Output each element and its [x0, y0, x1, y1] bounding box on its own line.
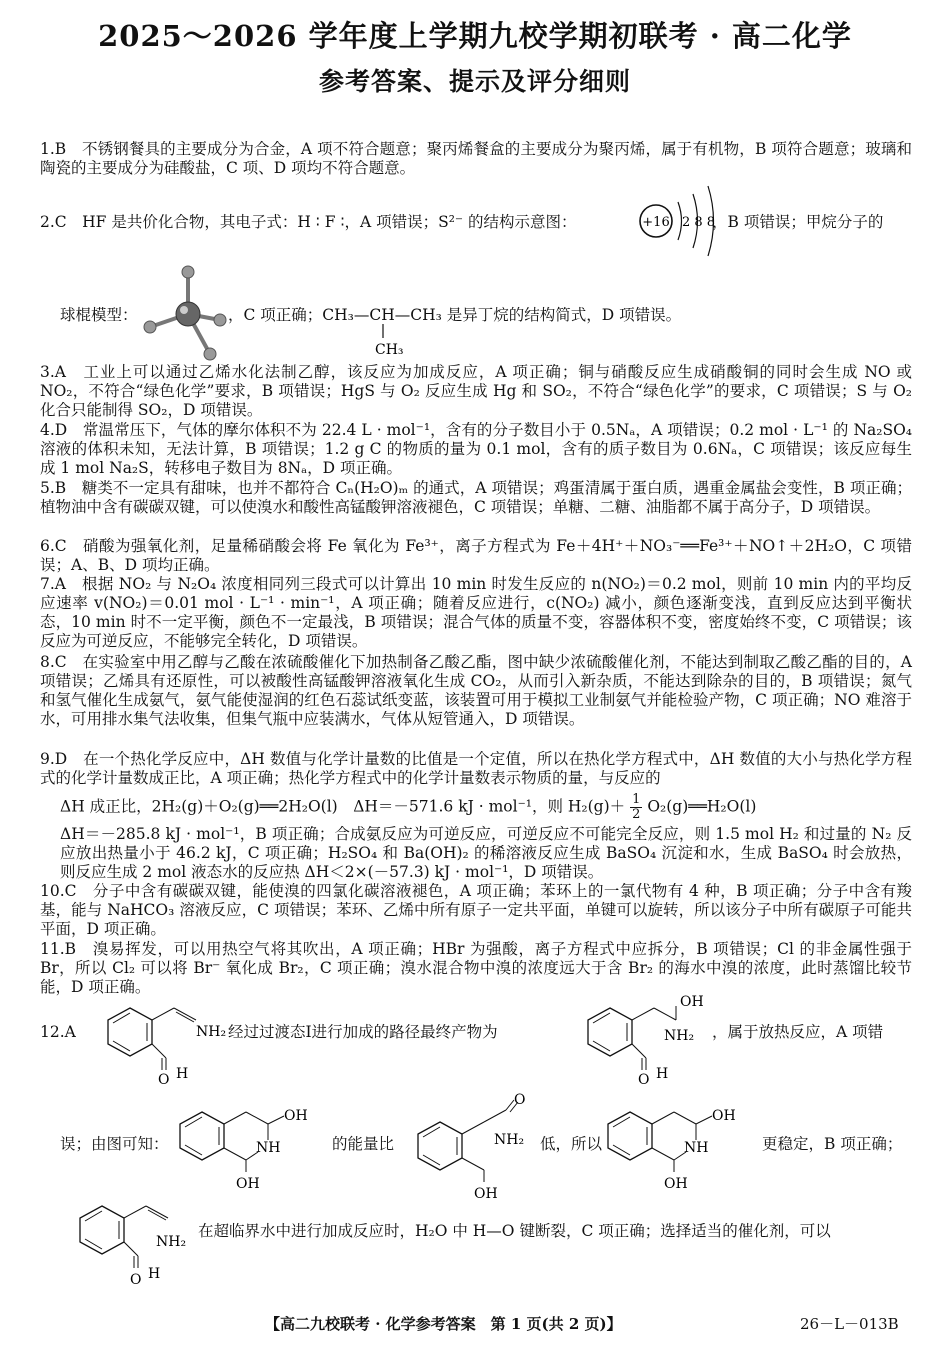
cyclic-product-structure-1	[172, 1092, 332, 1192]
answer-item-11: 11.B 溴易挥发，可以用热空气将其吹出，A 项正确；HBr 为强酸，离子方程式中应拆分，B 项错误；Cl 的非金属性强于 Br，所以 Cl₂ 可以将 Br⁻ 氧化成 Br₂，C 项正确；溴水混合物中溴的浓度远大于含 Br₂ 的海水中溴的浓度，此时蒸馏比较节能，D 项正确。	[40, 940, 912, 996]
svg-text:O: O	[158, 1072, 170, 1088]
svg-text:OH: OH	[680, 994, 704, 1010]
answer-item-8: 8.C 在实验室中用乙醇与乙酸在浓硫酸催化下加热制备乙酸乙酯，图中缺少浓硫酸催化剂，不能达到制取乙酸乙酯的目的，A 项错误；乙烯具有还原性，可以被酸性高锰酸钾溶液氧化生成 CO₂，从而引入新杂质，不能达到除杂的目的，B 项错误；氮气和氢气催化生成氨气，氨气能使湿润的红色石蕊试纸变蓝，该装置可用于模拟工业制氨气并能检验产物，C 项正确；NO 难溶于水，可用排水集气法收集，但集气瓶中应装满水，气体从短管通入，D 项错误。	[40, 653, 912, 728]
answer-item-10: 10.C 分子中含有碳碳双键，能使溴的四氯化碳溶液褪色，A 项正确；苯环上的一氯代物有 4 种，B 项正确；分子中含有羧基，能与 NaHCO₃ 溶液反应，C 项错误；苯环、乙烯中所有原子一定共平面，单键可以旋转，所以该分子中所有碳原子可能共平面，D 项正确。	[40, 882, 912, 938]
svg-text:NH₂: NH₂	[196, 1024, 227, 1040]
page-title: 2025～2026 学年度上学期九校学期初联考 · 高二化学	[98, 19, 852, 53]
item-text: B 不锈钢餐具的主要成分为合金，A 项不符合题意；聚丙烯餐盒的主要成分为聚丙烯，属于有机物，B 项符合题意；玻璃和陶瓷的主要成分为硅酸盐，C 项、D 项均不符合题意。	[40, 140, 912, 177]
answer-item-12-line2d: 更稳定，B 项正确；	[762, 1135, 903, 1153]
electron-shells: 2 8 8	[682, 215, 716, 230]
svg-text:H: H	[176, 1066, 189, 1082]
svg-text:NH: NH	[684, 1140, 709, 1156]
answer-item-7: 7.A 根据 NO₂ 与 N₂O₄ 浓度相同列三段式可以计算出 10 min 时发生反应的 n(NO₂)＝0.2 mol，则前 10 min 内的平均反应速率 v(NO₂)＝0.01 mol · L⁻¹ · min⁻¹，A 项正确；随着反应进行，c(NO₂) 减小，颜色逐渐变浅，直到反应达到平衡状态，10 min 时不一定平衡，颜色不一定最浅，B 项错误；混合气体的质量不变，容器体积不变，密度始终不变，C 项错误；该反应为可逆反应，不能够完全转化，D 项错误。	[40, 575, 912, 650]
svg-text:OH: OH	[712, 1108, 736, 1124]
svg-text:H: H	[656, 1066, 669, 1082]
answer-item-3: 3.A 工业上可以通过乙烯水化法制乙醇，该反应为加成反应，A 项正确；铜与硝酸反应生成硝酸铜的同时会生成 NO 或 NO₂，不符合“绿色化学”要求，B 项错误；HgS 与 O₂ 反应生成 Hg 和 SO₂，不符合“绿色化学”的要求，C 项错误；S 与 O₂ 化合只能制得 SO₂，D 项错误。	[40, 363, 912, 419]
answer-item-5: 5.B 糖类不一定具有甜味，也并不都符合 Cₙ(H₂O)ₘ 的通式，A 项错误；鸡蛋清属于蛋白质，遇重金属盐会变性，B 项正确；植物油中含有碳碳双键，可以使溴水和酸性高锰酸钾溶液褪色，C 项错误；单糖、二糖、油脂都不属于高分子，D 项错误。	[40, 479, 912, 516]
svg-text:OH: OH	[284, 1108, 308, 1124]
answer-item-2-line1b: ，B 项错误；甲烷分子的	[712, 213, 884, 231]
isobutane-branch	[375, 322, 415, 360]
svg-text:OH: OH	[474, 1186, 498, 1200]
svg-text:O: O	[514, 1092, 526, 1108]
nucleus-charge: +16	[642, 215, 670, 230]
answer-item-12-line1c: ，属于放热反应，A 项错	[712, 1023, 884, 1041]
answer-item-12-line2a: 误；由图可知：	[60, 1135, 169, 1153]
footer-code: 26－L－013B	[800, 1315, 899, 1333]
answer-item-12-line2c: 低，所以	[540, 1135, 603, 1153]
answer-item-9-equation: ΔH 成正比，2H₂(g)＋O₂(g)══2H₂O(l) ΔH＝－571.6 kJ · mol⁻¹，则 H₂(g)＋ $\frac{1}{2}$ O₂(g)══H₂O(l)	[60, 792, 757, 822]
svg-text:CH₃: CH₃	[375, 342, 404, 358]
svg-text:O: O	[130, 1272, 142, 1288]
addition-product-structure	[580, 992, 710, 1092]
page-subtitle: 参考答案、提示及评分细则	[318, 67, 631, 96]
reactant-structure-repeat	[72, 1198, 202, 1290]
answer-item-2-line1: 2.C HF 是共价化合物，其电子式：H ∶ F ∶，A 项错误；S²⁻ 的结构示意图：	[40, 213, 577, 231]
answer-item-9-part1: 9.D 在一个热化学反应中，ΔH 数值与化学计量数的比值是一个定值，所以在热化学方程式中，ΔH 数值的大小与热化学方程式的化学计量数成正比，A 项正确；热化学方程式中的化学计量数表示物质的量，与反应的	[40, 750, 912, 787]
svg-text:NH: NH	[256, 1140, 281, 1156]
answer-item-2-line2b: ，C 项正确；CH₃—CH—CH₃ 是异丁烷的结构简式，D 项错误。	[228, 306, 682, 324]
reactant-structure	[100, 1002, 230, 1092]
svg-text:NH₂: NH₂	[494, 1132, 525, 1148]
svg-text:NH₂: NH₂	[156, 1234, 187, 1250]
answer-item-6: 6.C 硝酸为强氧化剂，足量稀硝酸会将 Fe 氧化为 Fe³⁺，离子方程式为 Fe＋4H⁺＋NO₃⁻══Fe³⁺＋NO↑＋2H₂O，C 项错误；A、B、D 项均正确。	[40, 537, 912, 574]
item-number: 1.	[40, 140, 55, 158]
answer-item-9-part2: ΔH＝－285.8 kJ · mol⁻¹，B 项正确；合成氨反应为可逆反应，可逆反应不可能完全反应，则 1.5 mol H₂ 和过量的 N₂ 反应放出热量小于 46.2 kJ，C 项正确；H₂SO₄ 和 Ba(OH)₂ 的稀溶液反应生成 BaSO₄ 沉淀和水，生成 BaSO₄ 时会放热，则反应生成 2 mol 液态水的反应热 ΔH＜2×(－57.3) kJ · mol⁻¹，D 项错误。	[60, 825, 912, 881]
answer-item-12-line3: 在超临界水中进行加成反应时，H₂O 中 H—O 键断裂，C 项正确；选择适当的催化剂，可以	[198, 1222, 831, 1240]
svg-text:OH: OH	[236, 1176, 260, 1192]
svg-text:OH: OH	[664, 1176, 688, 1192]
answer-item-4: 4.D 常温常压下，气体的摩尔体积不为 22.4 L · mol⁻¹，含有的分子数目小于 0.5Nₐ，A 项错误；0.2 mol · L⁻¹ 的 Na₂SO₄ 溶液的体积未知，无法计算，B 项错误；1.2 g C 的物质的量为 0.1 mol，含有的质子数目为 0.6Nₐ，C 项错误；该反应每生成 1 mol Na₂S，转移电子数目为 8Nₐ，D 项正确。	[40, 421, 912, 477]
footer-page-info: 【高二九校联考 · 化学参考答案 第 1 页(共 2 页)】	[265, 1315, 622, 1333]
answer-item-1	[40, 140, 912, 178]
answer-item-12-line1a: 12.A	[40, 1023, 76, 1041]
answer-item-12-line1b: 经过过渡态Ⅰ进行加成的路径最终产物为	[228, 1023, 498, 1041]
svg-text:H: H	[148, 1266, 161, 1282]
svg-text:NH₂: NH₂	[664, 1028, 695, 1044]
svg-text:O: O	[638, 1072, 650, 1088]
cyclic-product-structure-2	[600, 1092, 760, 1192]
sulfide-ion-structure-diagram	[638, 180, 718, 260]
answer-item-12-line2b: 的能量比	[332, 1135, 395, 1153]
open-chain-structure	[410, 1092, 540, 1200]
methane-ball-stick-model	[140, 262, 235, 362]
answer-item-2-line2: 球棍模型：	[60, 306, 138, 324]
